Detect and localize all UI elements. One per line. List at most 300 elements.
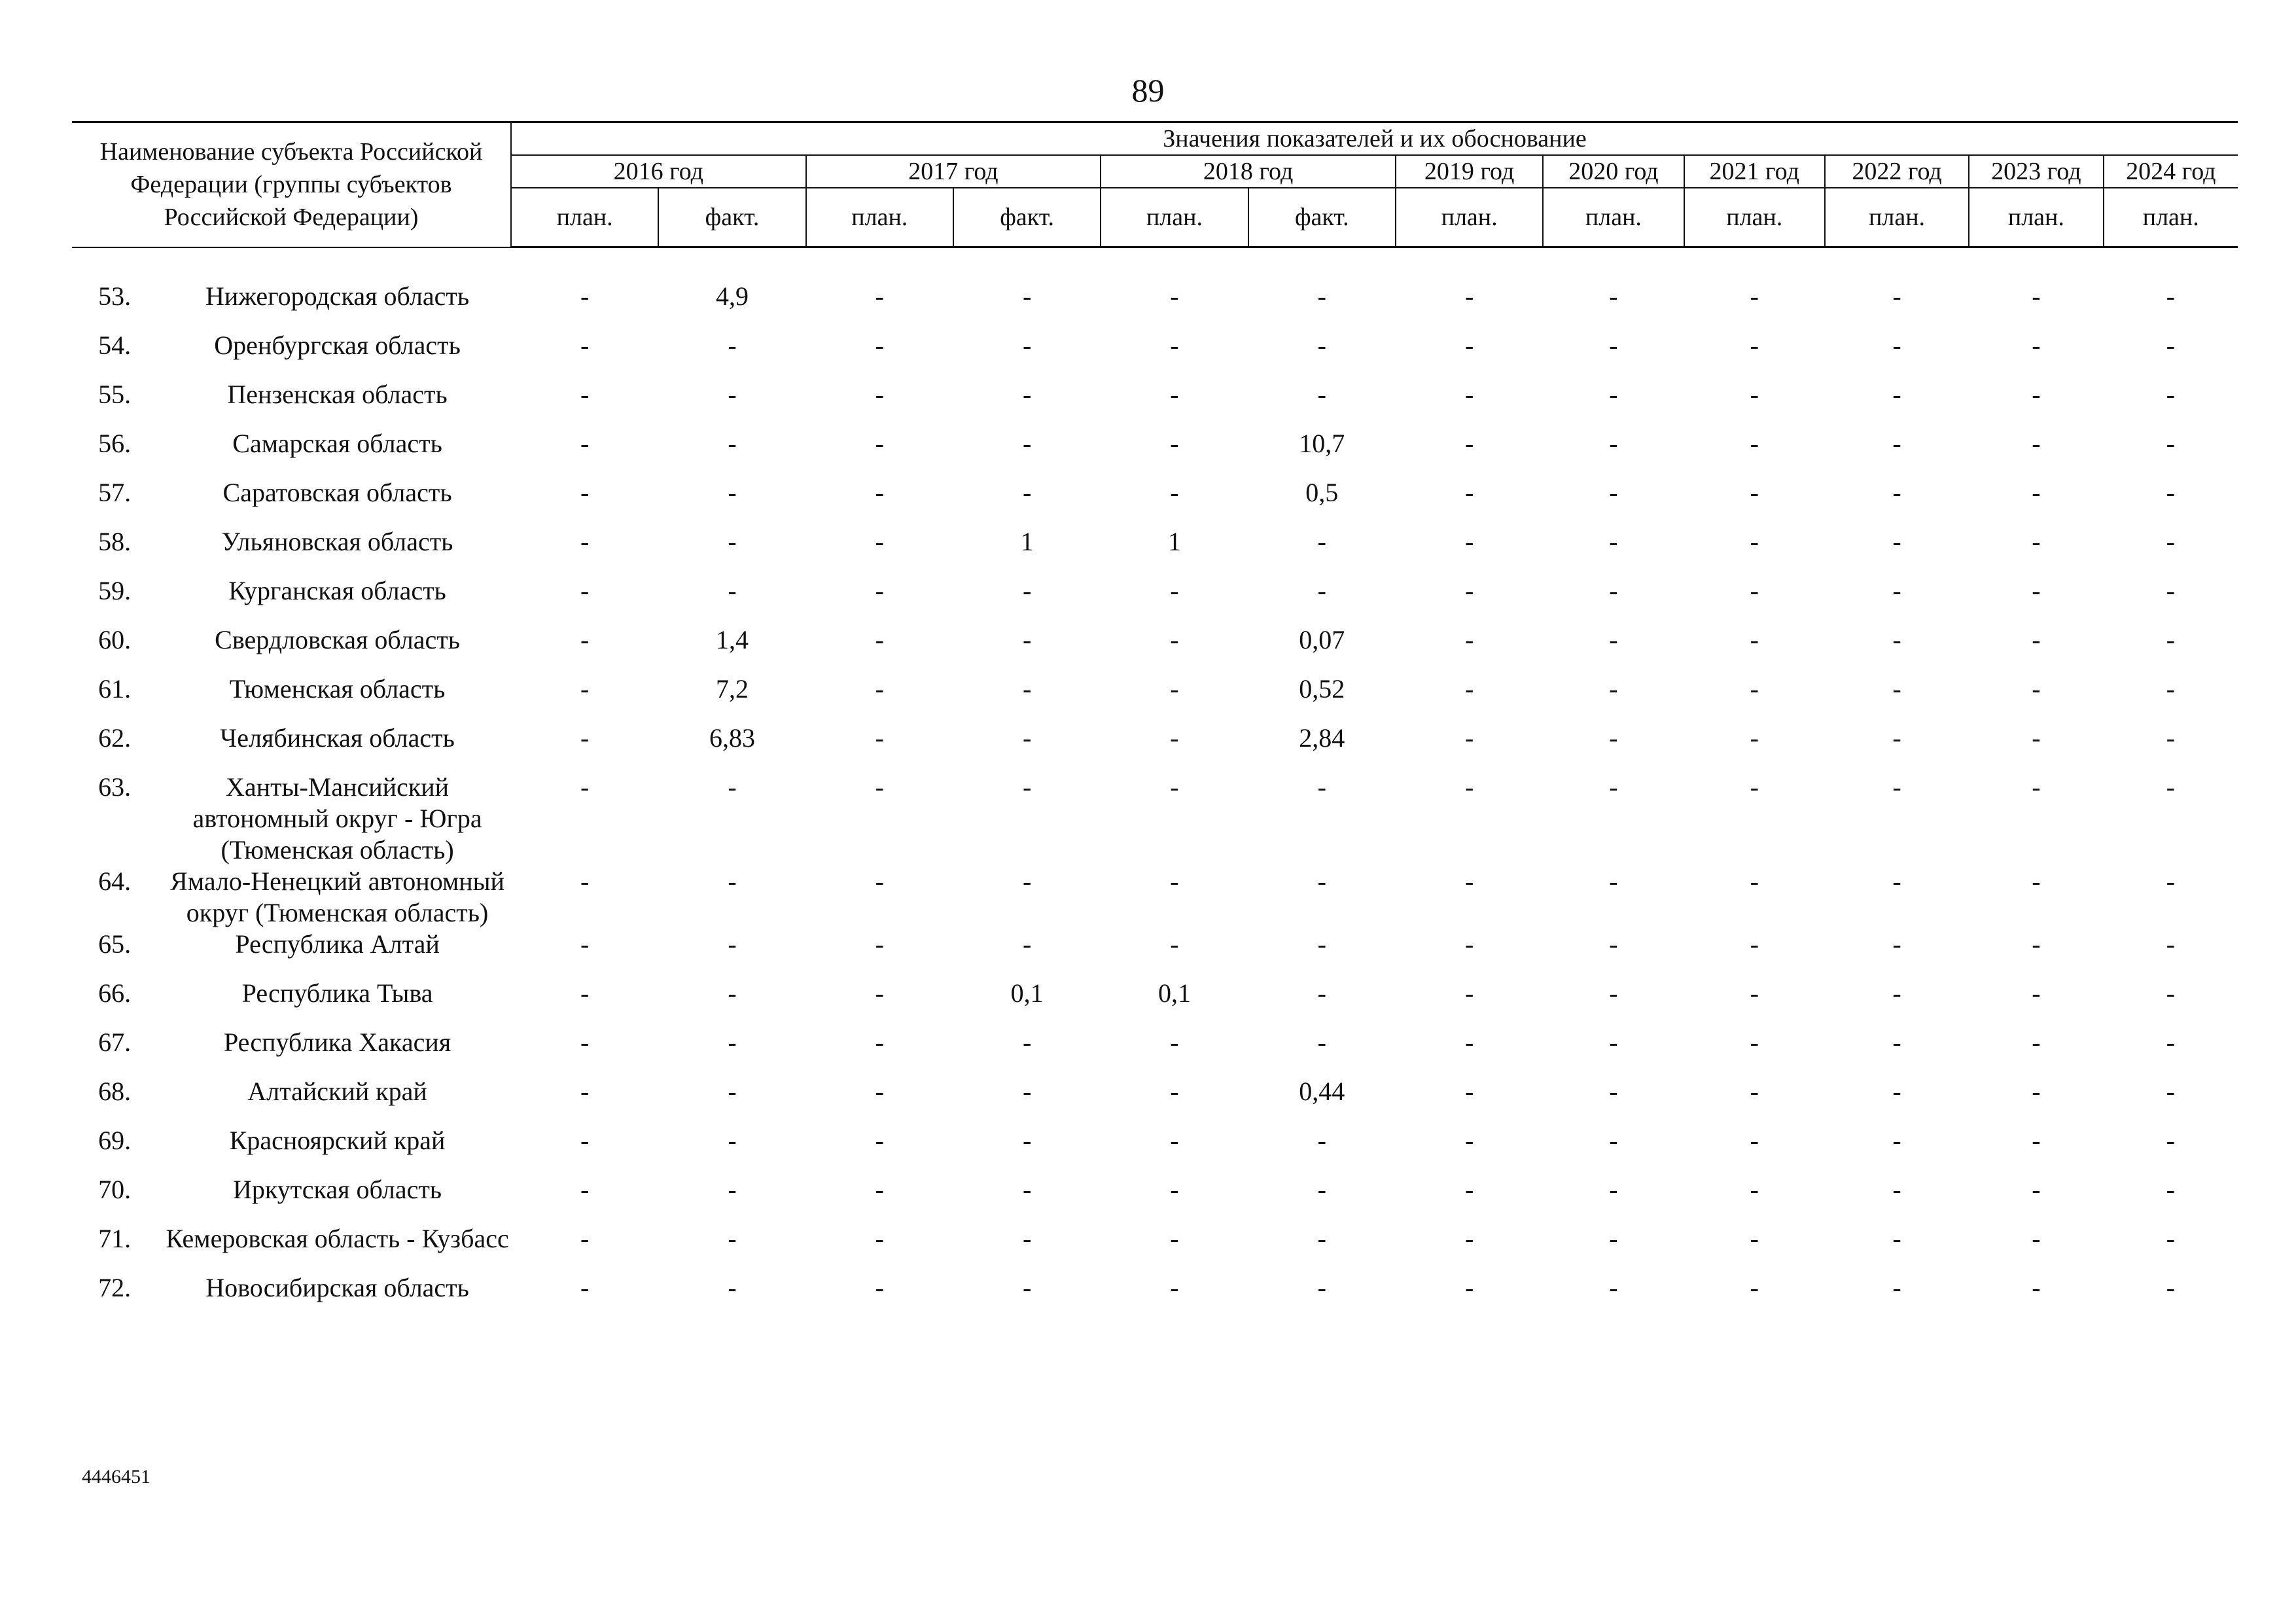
value-cell: - <box>1170 772 1179 802</box>
page-number: 89 <box>1131 72 1165 109</box>
value-cell: 0,07 <box>1299 625 1345 654</box>
value-cell: - <box>875 576 884 605</box>
value-cell: - <box>1892 978 1901 1008</box>
row-number-text: 64. <box>98 866 132 896</box>
value-cell: - <box>1317 1273 1326 1302</box>
value-cell: - <box>1464 1273 1474 1302</box>
value-cell: - <box>728 772 737 802</box>
value-cell: - <box>1022 1224 1032 1253</box>
value-cell: - <box>580 1273 590 1302</box>
row-number <box>72 477 131 526</box>
value-cell: - <box>1317 978 1326 1008</box>
value-cell: - <box>1170 330 1179 360</box>
value-cell: - <box>1892 929 1901 959</box>
value-cell: - <box>1750 1175 1759 1204</box>
row-number <box>72 1174 131 1223</box>
value-cell: - <box>1609 772 1618 802</box>
document-code: 4446451 <box>82 1466 150 1488</box>
value-cell: - <box>1892 1077 1901 1106</box>
value-cell: - <box>2166 866 2175 896</box>
subheader-cell: план. <box>1396 188 1543 247</box>
row-number <box>72 1125 131 1174</box>
value-cell: - <box>1464 281 1474 311</box>
row-number <box>72 1272 131 1321</box>
value-cell: - <box>1609 1077 1618 1106</box>
value-cell: - <box>728 1027 737 1057</box>
value-cell: - <box>1750 429 1759 458</box>
subject-name: Республика Хакасия <box>223 1027 451 1057</box>
value-cell: - <box>1609 527 1618 556</box>
value-cell: 0,44 <box>1299 1077 1345 1106</box>
value-cell: - <box>2032 929 2041 959</box>
value-cell: - <box>1464 866 1474 896</box>
subject-name: Саратовская область <box>222 478 452 507</box>
value-cell: - <box>2032 1273 2041 1302</box>
value-cell: - <box>1750 772 1759 802</box>
value-cell: - <box>2166 1273 2175 1302</box>
value-cell: - <box>1609 1175 1618 1204</box>
row-number-text: 65. <box>98 929 132 959</box>
value-cell: - <box>1317 1027 1326 1057</box>
table-row <box>72 1076 2238 1125</box>
value-cell: - <box>1464 478 1474 507</box>
value-cell: - <box>1892 1027 1901 1057</box>
value-cell: 0,52 <box>1299 674 1345 704</box>
value-cell: - <box>1022 1175 1032 1204</box>
subject-name: Ханты-Мансийский автономный округ - Югра (Тюменская область) <box>192 772 482 865</box>
row-number <box>72 1027 131 1076</box>
value-cell: - <box>580 866 590 896</box>
value-cell: - <box>1464 1126 1474 1155</box>
value-cell: - <box>1750 527 1759 556</box>
value-cell: - <box>875 978 884 1008</box>
value-cell: - <box>1170 281 1179 311</box>
row-number <box>72 428 131 477</box>
value-cell: - <box>1750 866 1759 896</box>
value-cell: - <box>1609 576 1618 605</box>
subheader-cell: план. <box>806 188 953 247</box>
value-cell: - <box>1609 380 1618 409</box>
value-cell: 6,83 <box>709 723 755 753</box>
value-cell: - <box>1022 281 1032 311</box>
value-cell: - <box>1750 478 1759 507</box>
value-cell: - <box>875 429 884 458</box>
value-cell: - <box>2032 625 2041 654</box>
value-cell: - <box>1022 576 1032 605</box>
year-header: 2023 год <box>1969 155 2103 188</box>
value-cell: - <box>1750 674 1759 704</box>
row-number-text: 71. <box>98 1224 132 1253</box>
row-number-text: 70. <box>98 1175 132 1204</box>
value-cell: - <box>2166 1077 2175 1106</box>
value-cell: 2,84 <box>1299 723 1345 753</box>
value-cell: - <box>1464 929 1474 959</box>
value-cell: 4,9 <box>715 281 749 311</box>
value-cell: - <box>1892 576 1901 605</box>
value-cell: - <box>1022 478 1032 507</box>
value-cell: - <box>1750 723 1759 753</box>
table-row <box>72 1174 2238 1223</box>
value-cell: - <box>1892 1224 1901 1253</box>
table-body <box>72 247 2238 1322</box>
value-cell: - <box>1464 527 1474 556</box>
value-cell: - <box>1609 1027 1618 1057</box>
table-row <box>72 929 2238 978</box>
value-cell: - <box>1750 330 1759 360</box>
value-cell: - <box>1609 429 1618 458</box>
value-cell: - <box>1317 1126 1326 1155</box>
value-cell: - <box>1464 330 1474 360</box>
value-cell: - <box>580 478 590 507</box>
value-cell: - <box>2032 866 2041 896</box>
value-cell: - <box>580 380 590 409</box>
value-cell: - <box>2166 929 2175 959</box>
value-cell: - <box>1464 1077 1474 1106</box>
value-cell: 0,1 <box>1157 978 1191 1008</box>
row-number-text: 61. <box>98 674 132 704</box>
table-row <box>72 428 2238 477</box>
row-number-text: 56. <box>98 429 132 458</box>
value-cell: - <box>1317 1224 1326 1253</box>
value-cell: - <box>2166 978 2175 1008</box>
value-cell: - <box>2166 281 2175 311</box>
value-cell: - <box>2166 1027 2175 1057</box>
value-cell: - <box>2032 772 2041 802</box>
row-number <box>72 379 131 428</box>
table-row <box>72 379 2238 428</box>
value-cell: 1,4 <box>715 625 749 654</box>
value-cell: - <box>728 429 737 458</box>
value-cell: - <box>2166 330 2175 360</box>
table-row <box>72 978 2238 1027</box>
subheader-cell: план. <box>511 188 658 247</box>
row-number-text: 60. <box>98 625 132 654</box>
value-cell: - <box>1892 281 1901 311</box>
row-number-text: 53. <box>98 281 132 311</box>
row-number <box>72 247 131 330</box>
value-cell: - <box>1170 380 1179 409</box>
value-cell: - <box>2166 625 2175 654</box>
value-cell: - <box>1609 866 1618 896</box>
value-cell: - <box>2032 1175 2041 1204</box>
value-cell: - <box>2032 478 2041 507</box>
row-number <box>72 673 131 722</box>
value-cell: - <box>1464 576 1474 605</box>
value-cell: - <box>1609 929 1618 959</box>
value-cell: - <box>1609 1224 1618 1253</box>
value-cell: - <box>1464 429 1474 458</box>
value-cell: - <box>728 478 737 507</box>
values-title-header: Значения показателей и их обоснование <box>511 122 2238 156</box>
value-cell: - <box>1022 429 1032 458</box>
value-cell: - <box>1609 330 1618 360</box>
value-cell: - <box>1170 723 1179 753</box>
table-row <box>72 866 2238 929</box>
subheader-cell: план. <box>1825 188 1969 247</box>
value-cell: - <box>1892 380 1901 409</box>
value-cell: 1 <box>1020 527 1034 556</box>
value-cell: - <box>1170 1077 1179 1106</box>
value-cell: - <box>580 674 590 704</box>
subject-name: Тюменская область <box>229 674 446 704</box>
value-cell: - <box>580 429 590 458</box>
value-cell: - <box>728 527 737 556</box>
value-cell: - <box>728 380 737 409</box>
value-cell: - <box>1022 674 1032 704</box>
value-cell: - <box>728 576 737 605</box>
table-row <box>72 1125 2238 1174</box>
row-number <box>72 1076 131 1125</box>
row-number-text: 72. <box>98 1273 132 1302</box>
value-cell: - <box>1317 281 1326 311</box>
table-row <box>72 1272 2238 1321</box>
value-cell: - <box>1609 1273 1618 1302</box>
value-cell: - <box>2166 527 2175 556</box>
row-number <box>72 624 131 673</box>
row-number <box>72 772 131 866</box>
subheader-cell: план. <box>2104 188 2238 247</box>
value-cell: - <box>1609 978 1618 1008</box>
value-cell: - <box>1464 772 1474 802</box>
row-number <box>72 526 131 575</box>
row-number-text: 69. <box>98 1126 132 1155</box>
subject-name: Нижегородская область <box>205 281 470 311</box>
value-cell: - <box>1317 1175 1326 1204</box>
row-number-text: 54. <box>98 330 132 360</box>
value-cell: - <box>2166 674 2175 704</box>
row-number <box>72 1223 131 1272</box>
value-cell: - <box>1022 625 1032 654</box>
value-cell: - <box>1892 527 1901 556</box>
row-number <box>72 722 131 772</box>
subheader-cell: факт. <box>953 188 1101 247</box>
value-cell: - <box>1750 1224 1759 1253</box>
year-header: 2019 год <box>1396 155 1543 188</box>
value-cell: - <box>1317 527 1326 556</box>
value-cell: - <box>1609 625 1618 654</box>
value-cell: - <box>2032 576 2041 605</box>
value-cell: - <box>728 978 737 1008</box>
value-cell: - <box>1170 625 1179 654</box>
value-cell: - <box>580 527 590 556</box>
year-header: 2024 год <box>2104 155 2238 188</box>
value-cell: - <box>580 978 590 1008</box>
value-cell: - <box>728 1077 737 1106</box>
value-cell: - <box>2032 429 2041 458</box>
table-row <box>72 330 2238 379</box>
value-cell: - <box>580 723 590 753</box>
value-cell: - <box>580 1175 590 1204</box>
value-cell: - <box>580 1126 590 1155</box>
value-cell: - <box>1317 380 1326 409</box>
year-header: 2017 год <box>806 155 1101 188</box>
value-cell: - <box>580 1077 590 1106</box>
subject-name: Оренбургская область <box>214 330 461 360</box>
subject-name: Республика Алтай <box>235 929 440 959</box>
value-cell: - <box>1317 929 1326 959</box>
value-cell: - <box>2032 978 2041 1008</box>
value-cell: - <box>1170 576 1179 605</box>
value-cell: - <box>1317 866 1326 896</box>
value-cell: - <box>580 625 590 654</box>
value-cell: - <box>2032 380 2041 409</box>
year-header: 2018 год <box>1101 155 1396 188</box>
value-cell: - <box>875 723 884 753</box>
value-cell: - <box>1609 674 1618 704</box>
value-cell: - <box>580 929 590 959</box>
value-cell: - <box>2166 1175 2175 1204</box>
table-row <box>72 1223 2238 1272</box>
value-cell: 0,1 <box>1010 978 1044 1008</box>
subject-name: Красноярский край <box>229 1126 446 1155</box>
value-cell: - <box>1750 625 1759 654</box>
subheader-cell: план. <box>1969 188 2103 247</box>
value-cell: - <box>875 1175 884 1204</box>
value-cell: - <box>1464 978 1474 1008</box>
value-cell: - <box>1022 1273 1032 1302</box>
subject-name: Ямало-Ненецкий автономный округ (Тюменская область) <box>170 866 504 927</box>
value-cell: - <box>1170 478 1179 507</box>
value-cell: - <box>1892 674 1901 704</box>
value-cell: - <box>1750 978 1759 1008</box>
subject-name: Иркутская область <box>233 1175 442 1204</box>
value-cell: - <box>2166 723 2175 753</box>
value-cell: - <box>2032 1224 2041 1253</box>
value-cell: - <box>2032 1077 2041 1106</box>
value-cell: - <box>1464 1175 1474 1204</box>
value-cell: - <box>1170 1273 1179 1302</box>
value-cell: - <box>1892 429 1901 458</box>
value-cell: - <box>1022 1126 1032 1155</box>
value-cell: - <box>875 674 884 704</box>
year-header: 2016 год <box>511 155 806 188</box>
value-cell: - <box>1464 674 1474 704</box>
value-cell: - <box>875 772 884 802</box>
row-number-text: 66. <box>98 978 132 1008</box>
value-cell: - <box>728 1273 737 1302</box>
value-cell: - <box>2166 478 2175 507</box>
value-cell: - <box>1609 281 1618 311</box>
value-cell: - <box>2166 1126 2175 1155</box>
value-cell: - <box>875 281 884 311</box>
row-number-text: 63. <box>98 772 132 802</box>
value-cell: - <box>1892 330 1901 360</box>
row-number-text: 68. <box>98 1077 132 1106</box>
value-cell: - <box>2166 380 2175 409</box>
value-cell: - <box>1464 723 1474 753</box>
table-header <box>72 122 2238 247</box>
subheader-cell: факт. <box>658 188 805 247</box>
value-cell: - <box>2032 1027 2041 1057</box>
row-number-text: 62. <box>98 723 132 753</box>
value-cell: 7,2 <box>715 674 749 704</box>
value-cell: - <box>1317 330 1326 360</box>
subheader-cell: факт. <box>1248 188 1396 247</box>
value-cell: - <box>1892 625 1901 654</box>
value-cell: - <box>580 281 590 311</box>
row-number <box>72 978 131 1027</box>
value-cell: - <box>1464 1027 1474 1057</box>
value-cell: - <box>728 1224 737 1253</box>
value-cell: - <box>1317 576 1326 605</box>
subject-name: Пензенская область <box>227 380 448 409</box>
value-cell: - <box>1022 723 1032 753</box>
value-cell: - <box>1022 330 1032 360</box>
value-cell: - <box>1892 1126 1901 1155</box>
indicator-table <box>72 121 2238 1321</box>
value-cell: - <box>875 330 884 360</box>
subject-name: Кемеровская область - Кузбасс <box>166 1224 509 1253</box>
table-row <box>72 526 2238 575</box>
value-cell: - <box>1892 478 1901 507</box>
value-cell: - <box>1892 772 1901 802</box>
table-row <box>72 477 2238 526</box>
row-number-text: 57. <box>98 478 132 507</box>
value-cell: - <box>1750 380 1759 409</box>
subheader-cell: план. <box>1543 188 1684 247</box>
value-cell: - <box>875 625 884 654</box>
value-cell: - <box>1170 1126 1179 1155</box>
value-cell: - <box>1892 723 1901 753</box>
subject-name: Курганская область <box>228 576 446 605</box>
value-cell: - <box>2032 281 2041 311</box>
value-cell: - <box>1464 380 1474 409</box>
value-cell: - <box>875 929 884 959</box>
value-cell: - <box>1892 866 1901 896</box>
value-cell: - <box>1022 380 1032 409</box>
value-cell: - <box>875 1126 884 1155</box>
value-cell: - <box>728 1175 737 1204</box>
row-number <box>72 866 131 929</box>
value-cell: - <box>1892 1175 1901 1204</box>
value-cell: - <box>1750 929 1759 959</box>
value-cell: - <box>580 1224 590 1253</box>
value-cell: - <box>580 330 590 360</box>
value-cell: - <box>2032 1126 2041 1155</box>
row-number <box>72 575 131 624</box>
value-cell: - <box>1022 1077 1032 1106</box>
value-cell: - <box>1170 929 1179 959</box>
value-cell: - <box>2166 429 2175 458</box>
value-cell: - <box>875 380 884 409</box>
table-row <box>72 722 2238 772</box>
value-cell: - <box>1464 1224 1474 1253</box>
value-cell: - <box>1170 1027 1179 1057</box>
value-cell: - <box>580 1027 590 1057</box>
value-cell: - <box>2032 674 2041 704</box>
value-cell: - <box>1750 576 1759 605</box>
subject-name: Алтайский край <box>247 1077 427 1106</box>
value-cell: - <box>2032 330 2041 360</box>
year-header: 2021 год <box>1684 155 1825 188</box>
value-cell: - <box>1464 625 1474 654</box>
value-cell: - <box>1022 866 1032 896</box>
value-cell: - <box>2032 527 2041 556</box>
table-row <box>72 575 2238 624</box>
year-header: 2020 год <box>1543 155 1684 188</box>
table-row <box>72 673 2238 722</box>
value-cell: - <box>1750 1273 1759 1302</box>
value-cell: - <box>1022 1027 1032 1057</box>
value-cell: - <box>2166 1224 2175 1253</box>
row-number-text: 55. <box>98 380 132 409</box>
value-cell: - <box>2166 772 2175 802</box>
row-number-text: 58. <box>98 527 132 556</box>
subject-name: Свердловская область <box>215 625 460 654</box>
value-cell: - <box>1022 772 1032 802</box>
value-cell: - <box>2032 723 2041 753</box>
value-cell: - <box>875 1273 884 1302</box>
